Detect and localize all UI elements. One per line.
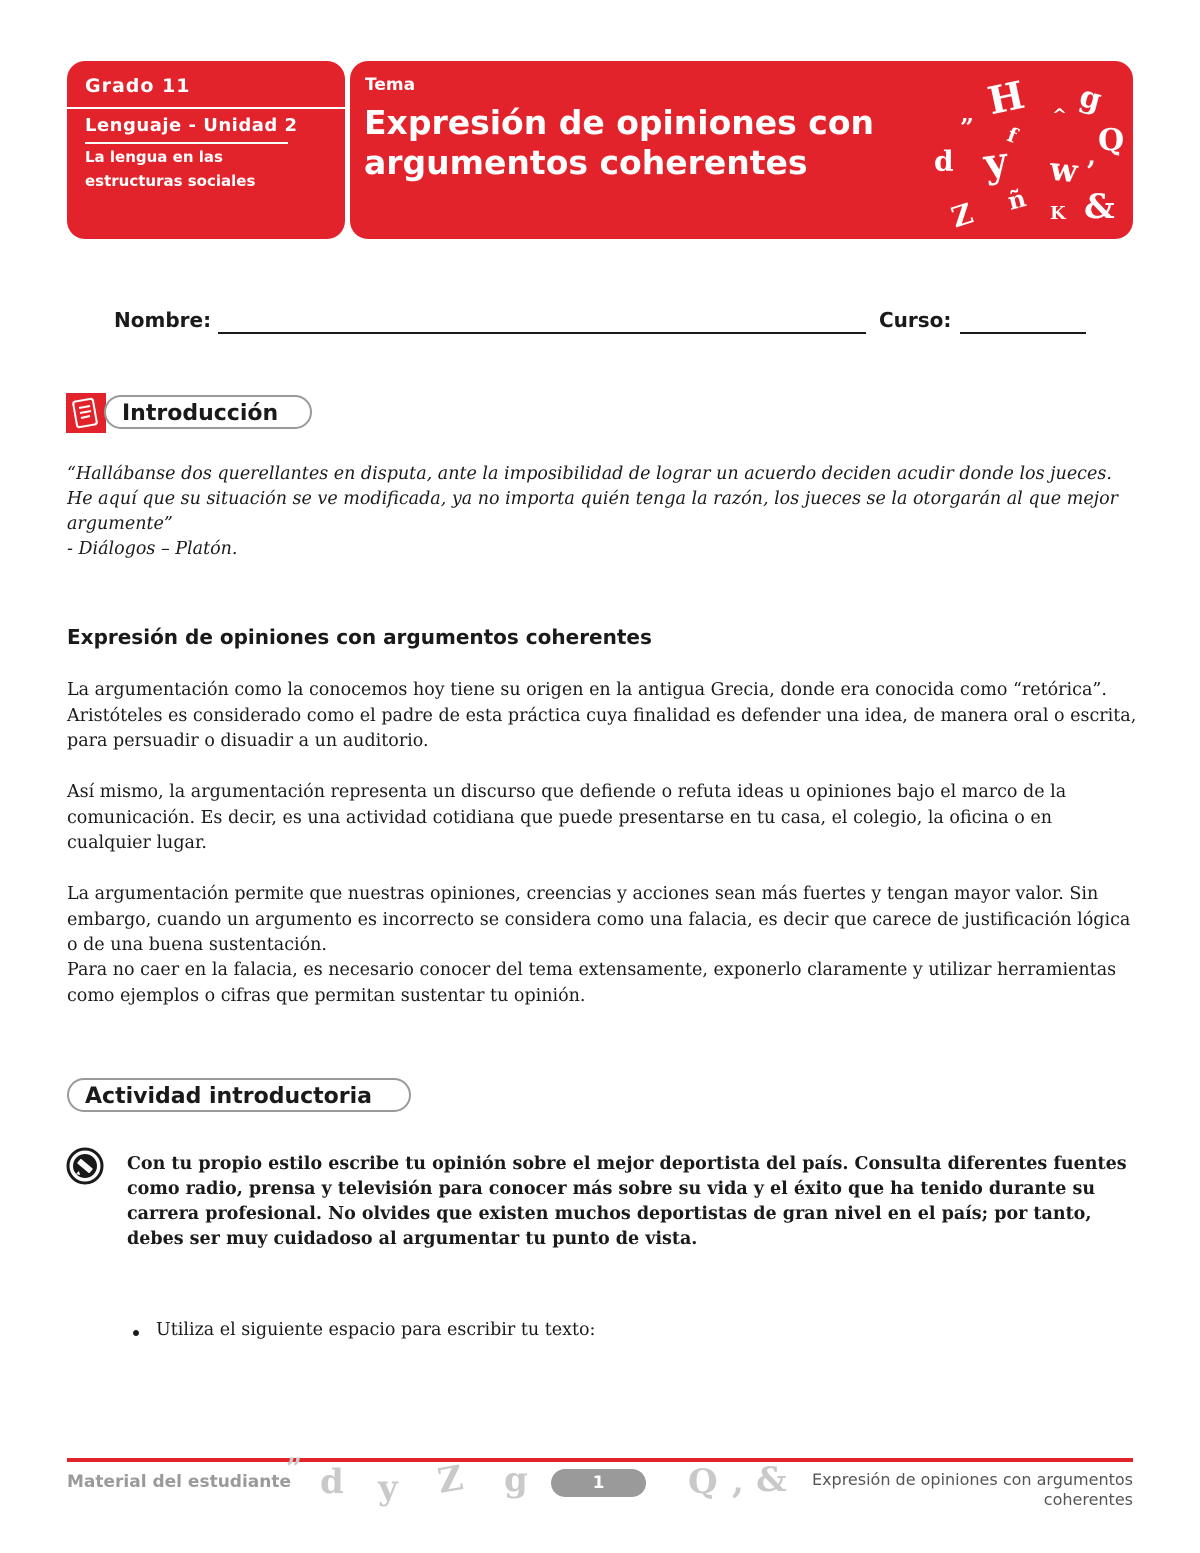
- decor-letter: d: [320, 1462, 344, 1502]
- bullet-item: Utiliza el siguiente espacio para escribir tu texto:: [156, 1320, 596, 1340]
- decor-letter: Q: [1098, 123, 1125, 158]
- student-info-row: [114, 308, 1086, 338]
- decor-letter: y: [378, 1468, 398, 1508]
- footer-doc-title: Expresión de opiniones con argumentos coherentes: [811, 1470, 1133, 1509]
- decor-letter: K: [1050, 203, 1066, 224]
- decor-letter: &: [756, 1460, 787, 1500]
- decorative-letters: [920, 61, 1133, 239]
- decor-letter: H: [983, 71, 1029, 124]
- divider: [85, 142, 288, 144]
- decor-letter: Q: [688, 1462, 718, 1502]
- decor-letter: ^: [1052, 105, 1068, 126]
- decor-letter: ,: [732, 1462, 744, 1502]
- quote-attribution: - Diálogos – Platón.: [67, 539, 238, 559]
- paragraph: La argumentación permite que nuestras opiniones, creencias y acciones sean más fuertes y tengan mayor valor. Sin embargo, cuando un argumento es incorrecto se considera como una falacia, es decir que carece de justificación lógica o de una buena sustentación.: [67, 884, 1131, 955]
- paragraph: Así mismo, la argumentación representa un discurso que defiende o refuta ideas u opiniones bajo el marco de la comunicación. Es decir, es una actividad cotidiana que puede presentarse en tu casa, el colegio, la oficina o en cualquier lugar.: [67, 782, 1067, 853]
- decor-letter: &: [1084, 187, 1115, 227]
- grade-panel: [67, 61, 345, 239]
- decor-letter: ”: [286, 1452, 303, 1485]
- activity-instruction: Con tu propio estilo escribe tu opinión sobre el mejor deportista del país. Consulta diferentes fuentes como radio, prensa y televisión para conocer más sobre su vida y el éxito que ha tenido durante su carrera profesional. No olvides que existen muchos deportistas de gran nivel en el país; por tanto, debes ser muy cuidadoso al argumentar tu punto de vista.: [127, 1154, 1127, 1249]
- topic-label: Tema: [365, 75, 416, 95]
- bullet-icon: [133, 1330, 139, 1336]
- decor-letter: Z: [947, 196, 978, 235]
- intro-quote: [67, 462, 1127, 562]
- page-title: Expresión de opiniones con argumentos coherentes: [364, 103, 875, 182]
- unit-label: La lengua en las estructuras sociales: [85, 148, 256, 190]
- decor-letter: g: [1075, 78, 1106, 119]
- decor-letter: w: [1048, 149, 1080, 191]
- decor-letter: y: [980, 137, 1011, 188]
- quote-text: “Hallábanse dos querellantes en disputa, ante la imposibilidad de lograr un acuerdo deciden acudir donde los jueces. He aquí que su situación se ve modificada, ya no importa quién tenga la razón, los jueces se la otorgarán al que mejor argumente”: [67, 464, 1118, 534]
- intro-heading: Introducción: [104, 395, 312, 429]
- decor-letter: ñ: [1004, 183, 1029, 216]
- notes-icon: [66, 393, 106, 433]
- footer-label: Material del estudiante: [67, 1472, 292, 1492]
- paragraph: Para no caer en la falacia, es necesario conocer del tema extensamente, exponerlo claramente y utilizar herramientas como ejemplos o cifras que permitan sustentar tu opinión.: [67, 960, 1117, 1006]
- section-title: Expresión de opiniones con argumentos coherentes: [67, 625, 652, 649]
- course-field[interactable]: [960, 332, 1086, 334]
- subject-label: Lenguaje - Unidad 2: [85, 115, 298, 136]
- divider: [67, 107, 345, 109]
- page-number: 1: [551, 1469, 646, 1497]
- activity-heading: Actividad introductoria: [67, 1078, 411, 1112]
- decor-letter: g: [504, 1460, 528, 1500]
- footer-divider: [67, 1458, 1133, 1462]
- name-label: Nombre:: [114, 308, 212, 332]
- grade-label: Grado 11: [85, 75, 191, 97]
- pencil-icon: [66, 1147, 104, 1185]
- decor-letter: ’: [1086, 155, 1096, 188]
- decor-letter: ”: [960, 113, 974, 142]
- decor-letter: Z: [434, 1458, 467, 1502]
- topic-panel: [350, 61, 1133, 239]
- paragraph: La argumentación como la conocemos hoy tiene su origen en la antigua Grecia, donde era conocida como “retórica”. Aristóteles es considerado como el padre de esta práctica cuya finalidad es defender una idea, de manera oral o escrita, para persuadir o disuadir a un auditorio.: [67, 680, 1137, 751]
- decor-letter: d: [934, 145, 954, 178]
- name-field[interactable]: [218, 332, 866, 334]
- course-label: Curso:: [879, 308, 952, 332]
- decor-letter: f: [1004, 122, 1021, 148]
